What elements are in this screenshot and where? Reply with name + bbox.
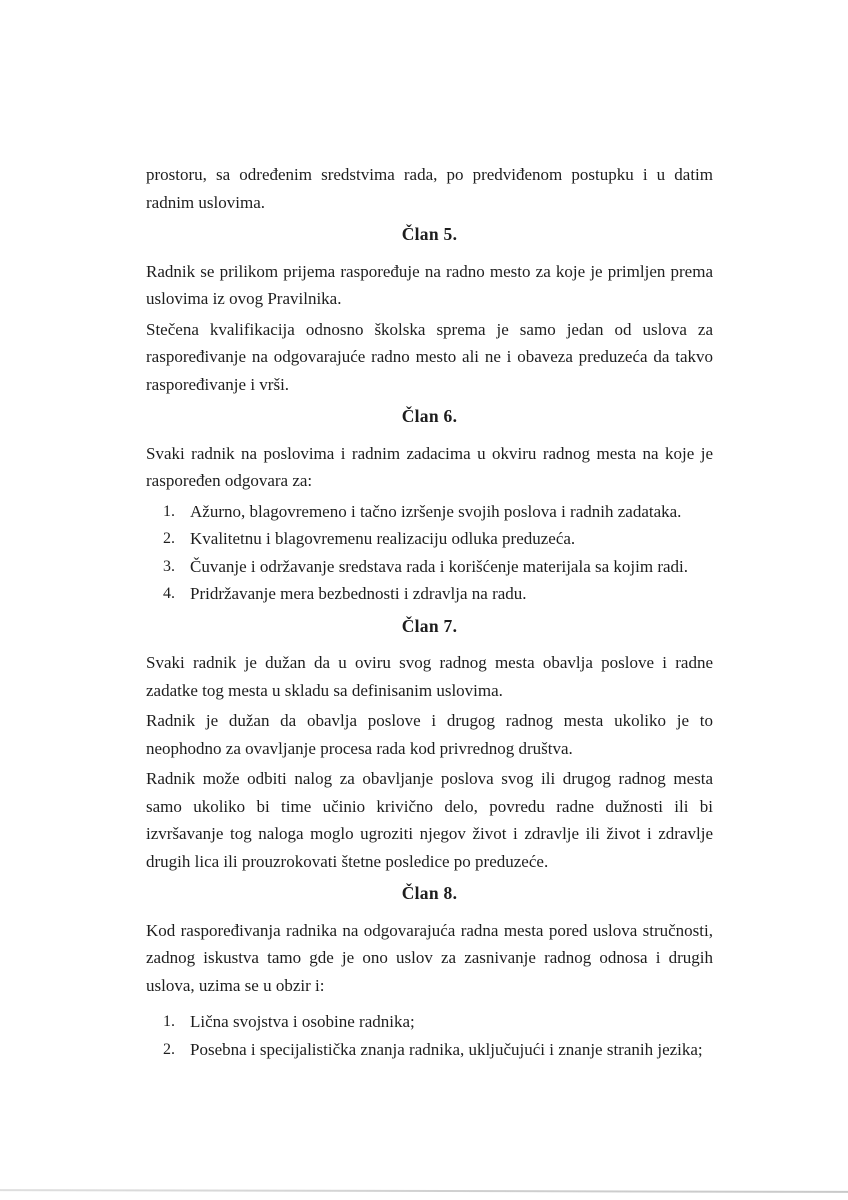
- list-item-number: 1.: [163, 1013, 175, 1030]
- article-heading-clan-8: Član 8.: [401, 883, 458, 903]
- scan-artifact-line: [0, 1189, 848, 1193]
- paragraph: Radnik može odbiti nalog za obavljanje poslova svog ili drugog radnog mesta samo ukoliko bi time učinio krivično delo, povredu radne dužnosti ili bi izvršavanje tog naloga moglo ugroziti njegov život i zdravlje ili život i zdravlje drugih lica ili prouzrokovati štetne posledice po preduzeće.: [146, 769, 713, 871]
- document-text-block: [146, 158, 713, 1066]
- list-item-number: 4.: [163, 585, 175, 602]
- list-item: [146, 553, 713, 581]
- list-item-number: 3.: [163, 557, 175, 575]
- paragraph-continuation: prostoru, sa određenim sredstvima rada, po predviđenom postupku i u datim radnim uslovima.: [146, 165, 713, 212]
- article-heading-clan-7: Član 7.: [401, 615, 458, 636]
- paragraph: Svaki radnik na poslovima i radnim zadacima u okviru radnog mesta na koje je raspoređen odgovara za:: [146, 443, 713, 490]
- list-item-number: 2.: [163, 530, 175, 547]
- list-item-text: Posebna i specijalistička znanja radnika, uključujući i znanje stranih jezika;: [190, 1039, 703, 1059]
- list-item-number: 1.: [163, 502, 175, 520]
- numbered-list-clan-6: [146, 498, 713, 608]
- numbered-list-clan-8: [146, 1008, 713, 1063]
- list-item-text: Lična svojstva i osobine radnika;: [190, 1012, 415, 1031]
- list-item: [146, 525, 713, 553]
- list-item-text: Kvalitetnu i blagovremenu realizaciju odluka preduzeća.: [190, 529, 576, 548]
- list-item: [146, 1036, 713, 1064]
- list-item: [146, 1008, 713, 1036]
- article-heading-clan-5: Član 5.: [401, 224, 458, 244]
- paragraph: Kod raspoređivanja radnika na odgovarajuća radna mesta pored uslova stručnosti, zadnog iskustva tamo gde je ono uslov za zasnivanje radnog odnosa i drugih uslova, uzima se u obzir i:: [146, 920, 713, 995]
- list-item-number: 2.: [163, 1040, 175, 1058]
- paragraph: Radnik je dužan da obavlja poslove i drugog radnog mesta ukoliko je to neophodno za ovavljanje procesa rada kod privrednog društva.: [146, 711, 713, 758]
- list-item: [146, 580, 713, 608]
- paragraph: Stečena kvalifikacija odnosno školska sprema je samo jedan od uslova za raspoređivanje na odgovarajuće radno mesto ali ne i obaveza preduzeća da takvo raspoređivanje i vrši.: [146, 319, 713, 394]
- paragraph: Radnik se prilikom prijema raspoređuje na radno mesto za koje je primljen prema uslovima iz ovog Pravilnika.: [146, 261, 713, 308]
- list-item-text: Pridržavanje mera bezbednosti i zdravlja na radu.: [190, 584, 527, 603]
- list-item: [146, 498, 713, 526]
- paragraph: Svaki radnik je dužan da u oviru svog radnog mesta obavlja poslove i radne zadatke tog mesta u skladu sa definisanim uslovima.: [146, 653, 713, 700]
- list-item-text: Ažurno, blagovremeno i tačno izršenje svojih poslova i radnih zadataka.: [190, 501, 682, 521]
- article-heading-clan-6: Član 6.: [401, 406, 458, 426]
- list-item-text: Čuvanje i održavanje sredstava rada i korišćenje materijala sa kojim radi.: [190, 556, 688, 576]
